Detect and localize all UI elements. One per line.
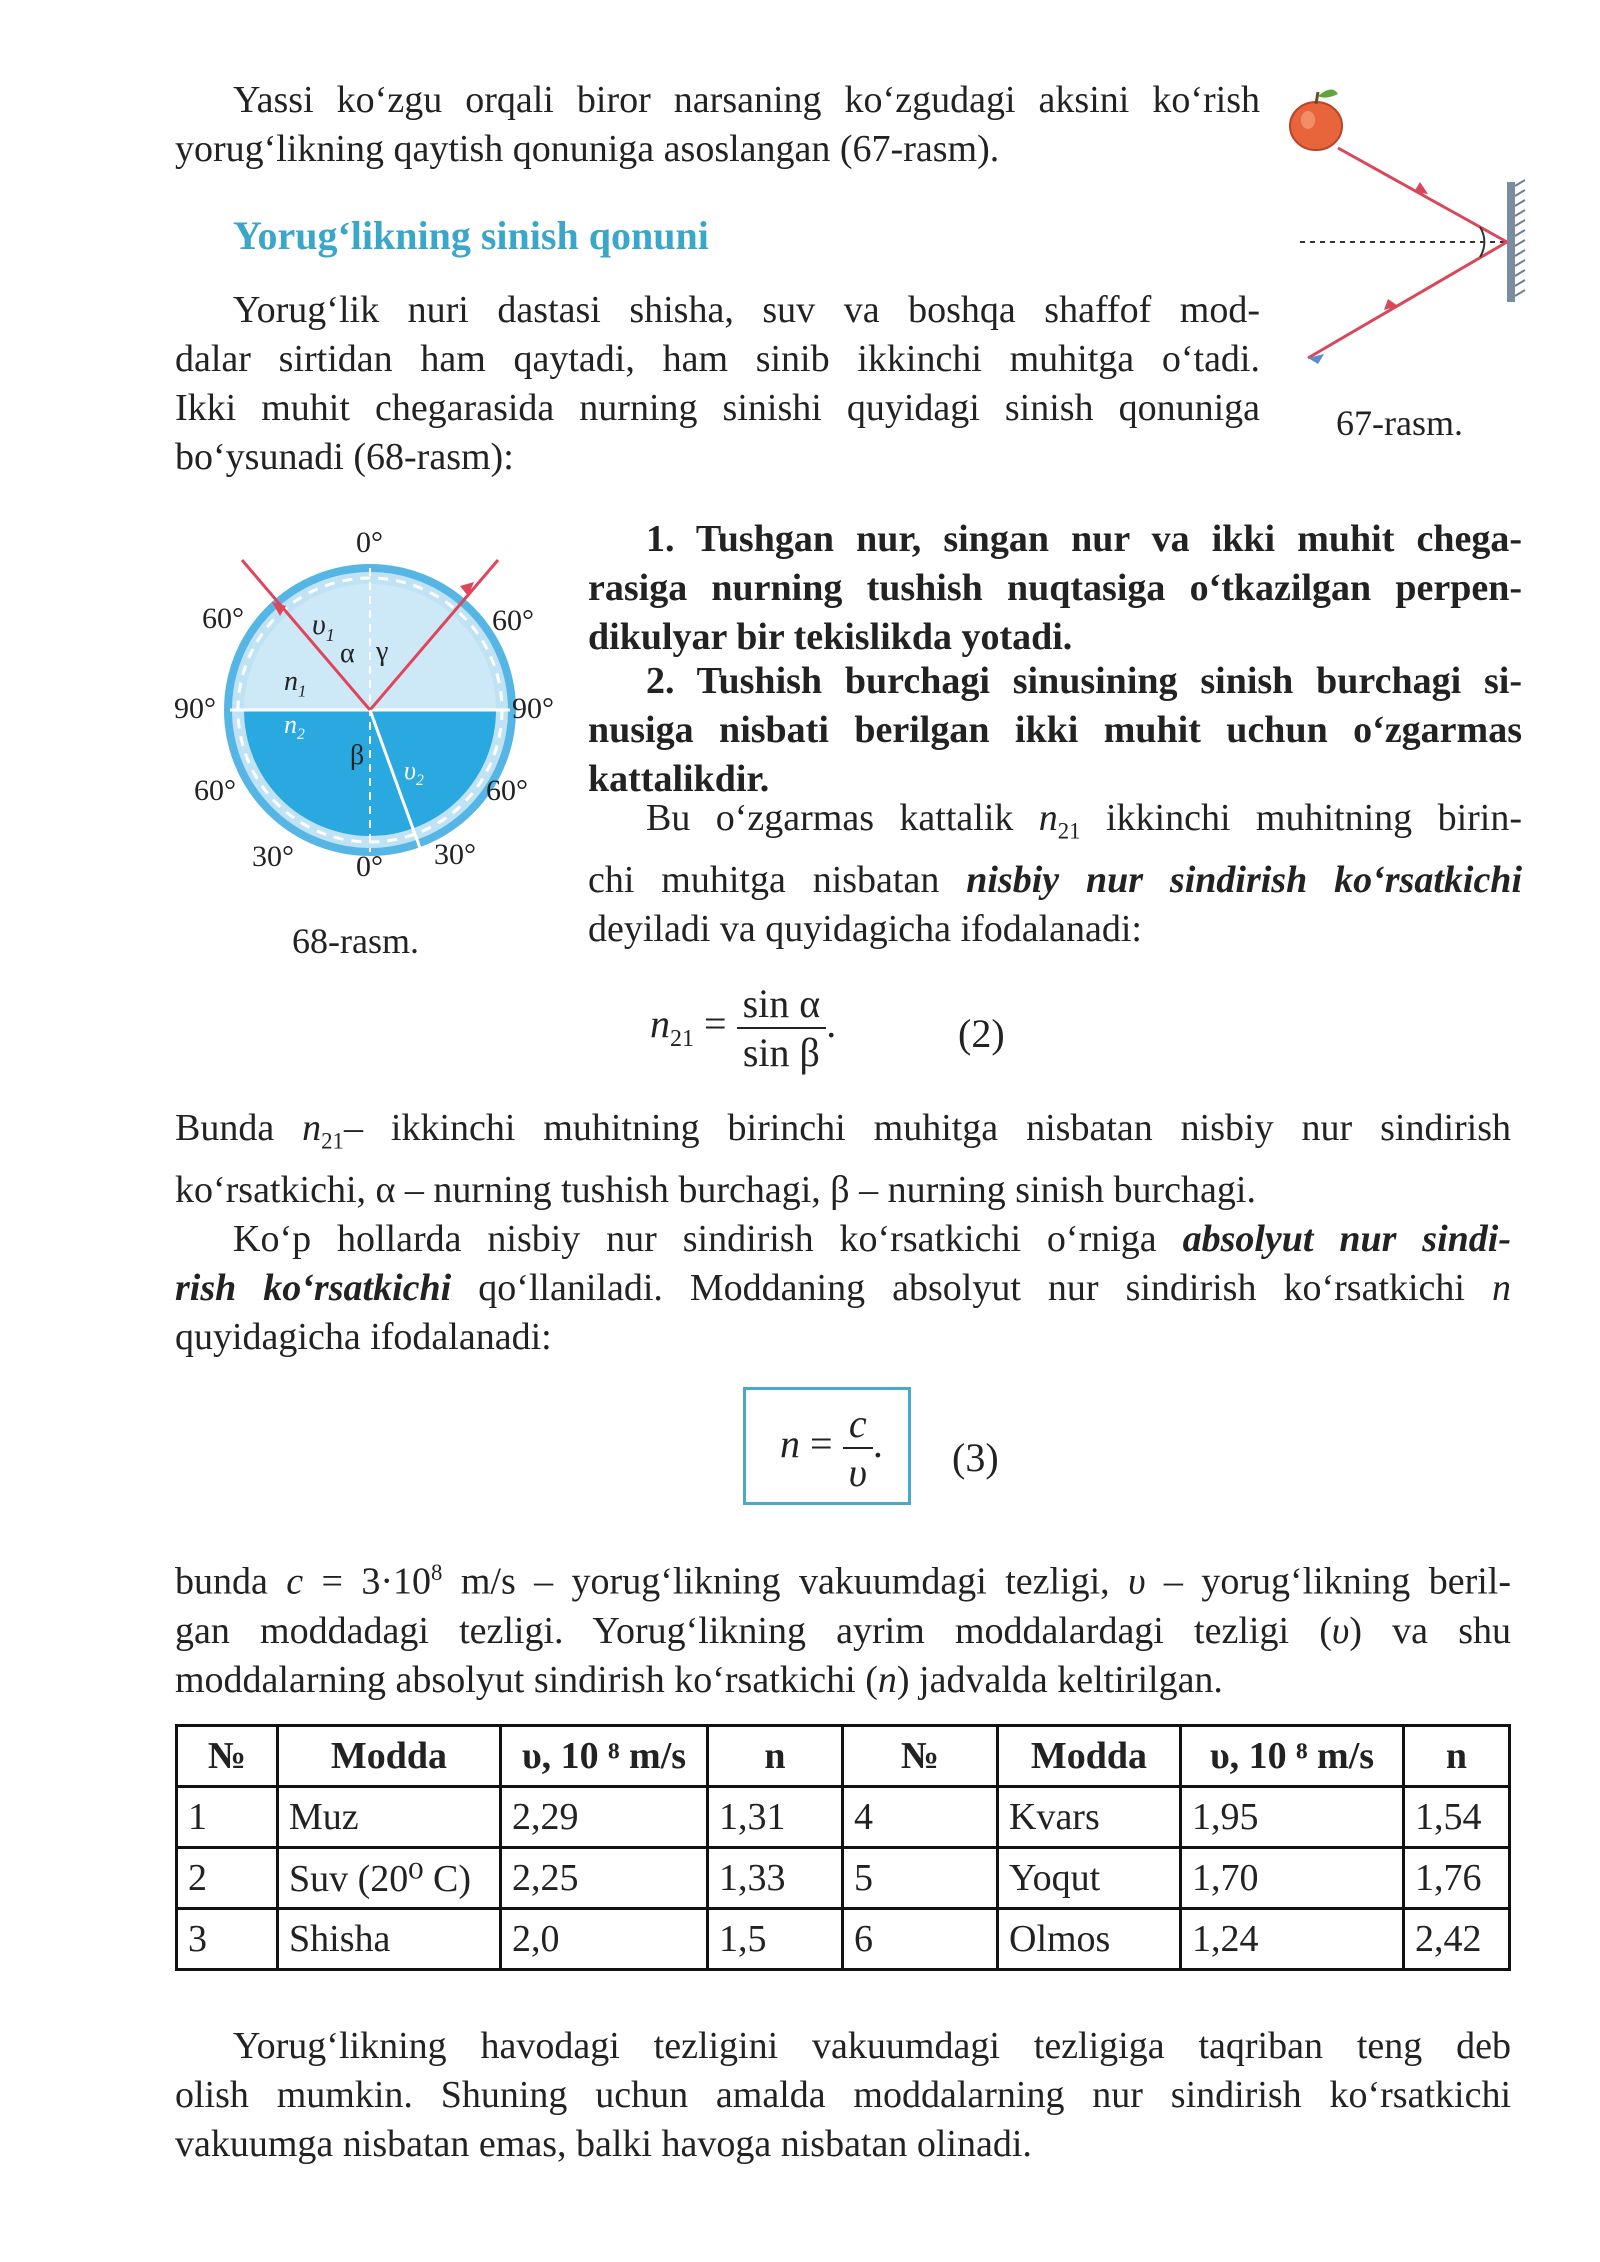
law-2 — [588, 657, 1522, 804]
text-line: Bu o‘zgarmas kattalik $n_{21}$ ikkinchi muhitning birin- — [646, 797, 1522, 844]
text-line: Ikki muhit chegarasida nurning sinishi quyidagi sinish qonuniga — [175, 387, 1260, 429]
table-header: υ, 10 ⁸ m/s — [1181, 1726, 1404, 1787]
paragraph-air-vs-vacuum — [175, 2022, 1511, 2169]
paragraph-speed-of-light — [175, 1548, 1511, 1705]
label-n2: $n_2$ — [284, 710, 305, 744]
table-cell: Olmos — [998, 1909, 1181, 1970]
paragraph-refraction-intro — [175, 286, 1260, 482]
table-cell: 1,24 — [1181, 1909, 1404, 1970]
table-cell: 1,95 — [1181, 1787, 1404, 1848]
table-cell: 2,42 — [1404, 1909, 1510, 1970]
label-0-bottom: 0° — [356, 850, 383, 883]
text-line: Yorug‘lik nuri dastasi shisha, suv va boshqa shaffof mod- — [233, 289, 1260, 331]
intro-line: Yassi ko‘zgu orqali biror narsaning ko‘zgudagi aksini ko‘rish — [233, 79, 1260, 121]
table-cell: 1,33 — [708, 1848, 843, 1909]
text-line: nusiga nisbati berilgan ikki muhit uchun o‘zgarmas — [588, 709, 1522, 751]
text-line: 2. Tushish burchagi sinusining sinish burchagi si- — [646, 660, 1522, 702]
table-row — [177, 1848, 1510, 1909]
table-header: n — [1404, 1726, 1510, 1787]
formula-2-number: (2) — [958, 1011, 1005, 1056]
label-60-right-top: 60° — [492, 604, 534, 637]
text-line: ko‘rsatkichi, α – nurning tushish burchagi, β – nurning sinish burchagi. — [175, 1168, 1256, 1211]
formula-3: n = $\frac{c}{\upsilon}$ . — [780, 1401, 883, 1495]
section-heading: Yorug‘likning sinish qonuni — [233, 213, 709, 258]
paragraph-definitions — [175, 1104, 1511, 1362]
label-30-left: 30° — [252, 840, 294, 873]
table-cell: Kvars — [998, 1787, 1181, 1848]
text-line: olish mumkin. Shuning uchun amalda moddalarning nur sindirish ko‘rsatkichi — [175, 2074, 1511, 2116]
table-cell: 1,70 — [1181, 1848, 1404, 1909]
figure-68-caption: 68-rasm. — [292, 921, 419, 961]
table-cell: 2,0 — [501, 1909, 708, 1970]
text-line: gan moddadagi tezligi. Yorug‘likning ayrim moddalardagi tezligi (υ) va shu — [175, 1609, 1511, 1652]
figure-67-mirror-reflection — [1280, 70, 1540, 390]
table-row — [177, 1787, 1510, 1848]
text-line: dikulyar bir tekislikda yotadi. — [588, 616, 1073, 658]
table-cell: 1,5 — [708, 1909, 843, 1970]
label-0-top: 0° — [356, 526, 383, 559]
text-line: bunda $c = 3\cdot 10^8$ m/s – yorug‘likning vakuumdagi tezligi, υ – yorug‘likning beril- — [175, 1560, 1511, 1603]
formula-3-numerator: c — [843, 1400, 873, 1449]
formula-2: $n_{21}$ = $\frac{\text{sin α}}{\text{sin β}}$ . — [650, 981, 837, 1075]
table-cell: 5 — [843, 1848, 998, 1909]
text-line: dalar sirtidan ham qaytadi, ham sinib ikkinchi muhitga o‘tadi. — [175, 338, 1260, 380]
table-cell: Shisha — [278, 1909, 501, 1970]
table-cell: 4 — [843, 1787, 998, 1848]
label-30-right: 30° — [434, 838, 476, 871]
table-cell: 1,76 — [1404, 1848, 1510, 1909]
formula-2-denominator: sin β — [742, 1030, 820, 1075]
table-row — [177, 1909, 1510, 1970]
mirror-icon — [1507, 180, 1525, 302]
table-cell: Yoqut — [998, 1848, 1181, 1909]
formula-3-denominator: υ — [848, 1450, 867, 1495]
text-line: rasiga nurning tushish nuqtasiga o‘tkazilgan perpen- — [588, 567, 1522, 609]
label-alpha: α — [340, 638, 355, 669]
text-line: Yorug‘likning havodagi tezligini vakuumdagi tezligiga taqriban teng deb — [233, 2025, 1511, 2067]
table-cell: Suv (20⁰ C) — [278, 1848, 501, 1909]
label-90-right: 90° — [512, 692, 554, 725]
table-cell: 2,25 — [501, 1848, 708, 1909]
table-cell: Muz — [278, 1787, 501, 1848]
label-60-left-top: 60° — [202, 602, 244, 635]
label-gamma: γ — [376, 636, 389, 667]
label-v1: $\upsilon_1$ — [312, 608, 335, 645]
text-line: kattalikdir. — [588, 758, 770, 800]
table-cell: 1,54 — [1404, 1787, 1510, 1848]
table-header: υ, 10 ⁸ m/s — [501, 1726, 708, 1787]
table-cell: 2 — [177, 1848, 278, 1909]
formula-2-numerator: sin α — [737, 980, 827, 1029]
text-line: 1. Tushgan nur, singan nur va ikki muhit chega- — [646, 518, 1522, 560]
law-1 — [588, 515, 1522, 662]
text-line: moddalarning absolyut sindirish ko‘rsatkichi (n) jadvalda keltirilgan. — [175, 1658, 1223, 1701]
text-line: vakuumga nisbatan emas, balki havoga nisbatan olinadi. — [175, 2123, 1032, 2165]
arrow-icon — [1414, 182, 1428, 194]
figure-68 — [160, 520, 580, 920]
table-header: № — [843, 1726, 998, 1787]
table-cell: 3 — [177, 1909, 278, 1970]
figure-67-caption: 67-rasm. — [1336, 403, 1463, 443]
text-line: deyiladi va quyidagicha ifodalanadi: — [588, 907, 1142, 950]
text-line: quyidagicha ifodalanadi: — [175, 1315, 552, 1358]
table-header: n — [708, 1726, 843, 1787]
refraction-index-table — [175, 1724, 1511, 1971]
intro-paragraph — [175, 76, 1260, 174]
label-90-left: 90° — [174, 692, 216, 725]
apple-icon — [1290, 89, 1342, 150]
formula-3-number: (3) — [952, 1435, 999, 1480]
label-beta: β — [350, 740, 365, 771]
label-60-left-bottom: 60° — [194, 774, 236, 807]
table-header: Modda — [278, 1726, 501, 1787]
text-line: chi muhitga nisbatan nisbiy nur sindirish ko‘rsatkichi — [588, 858, 1522, 901]
label-v2: $\upsilon_2$ — [404, 756, 424, 790]
table-cell: 1,31 — [708, 1787, 843, 1848]
table-cell: 1 — [177, 1787, 278, 1848]
reflected-ray — [1308, 242, 1507, 358]
table-header-row — [177, 1726, 1510, 1787]
text-line: Bunda $n_{21}-$ ikkinchi muhitning birinchi muhitga nisbatan nisbiy nur sindirish — [175, 1107, 1511, 1154]
law-3 — [588, 794, 1522, 954]
text-line: bo‘ysunadi (68-rasm): — [175, 436, 514, 478]
label-n1: $n_1$ — [284, 666, 307, 701]
intro-line: yorug‘likning qaytish qonuniga asoslangan (67-rasm). — [175, 128, 1000, 170]
label-60-right-bottom: 60° — [486, 774, 528, 807]
table-header: Modda — [998, 1726, 1181, 1787]
table-cell: 6 — [843, 1909, 998, 1970]
table-cell: 2,29 — [501, 1787, 708, 1848]
text-line: rish ko‘rsatkichi qo‘llaniladi. Moddaning absolyut nur sindirish ko‘rsatkichi n — [175, 1266, 1511, 1309]
text-line: Ko‘p hollarda nisbiy nur sindirish ko‘rsatkichi o‘rniga absolyut nur sindi- — [233, 1217, 1512, 1260]
table-header: № — [177, 1726, 278, 1787]
